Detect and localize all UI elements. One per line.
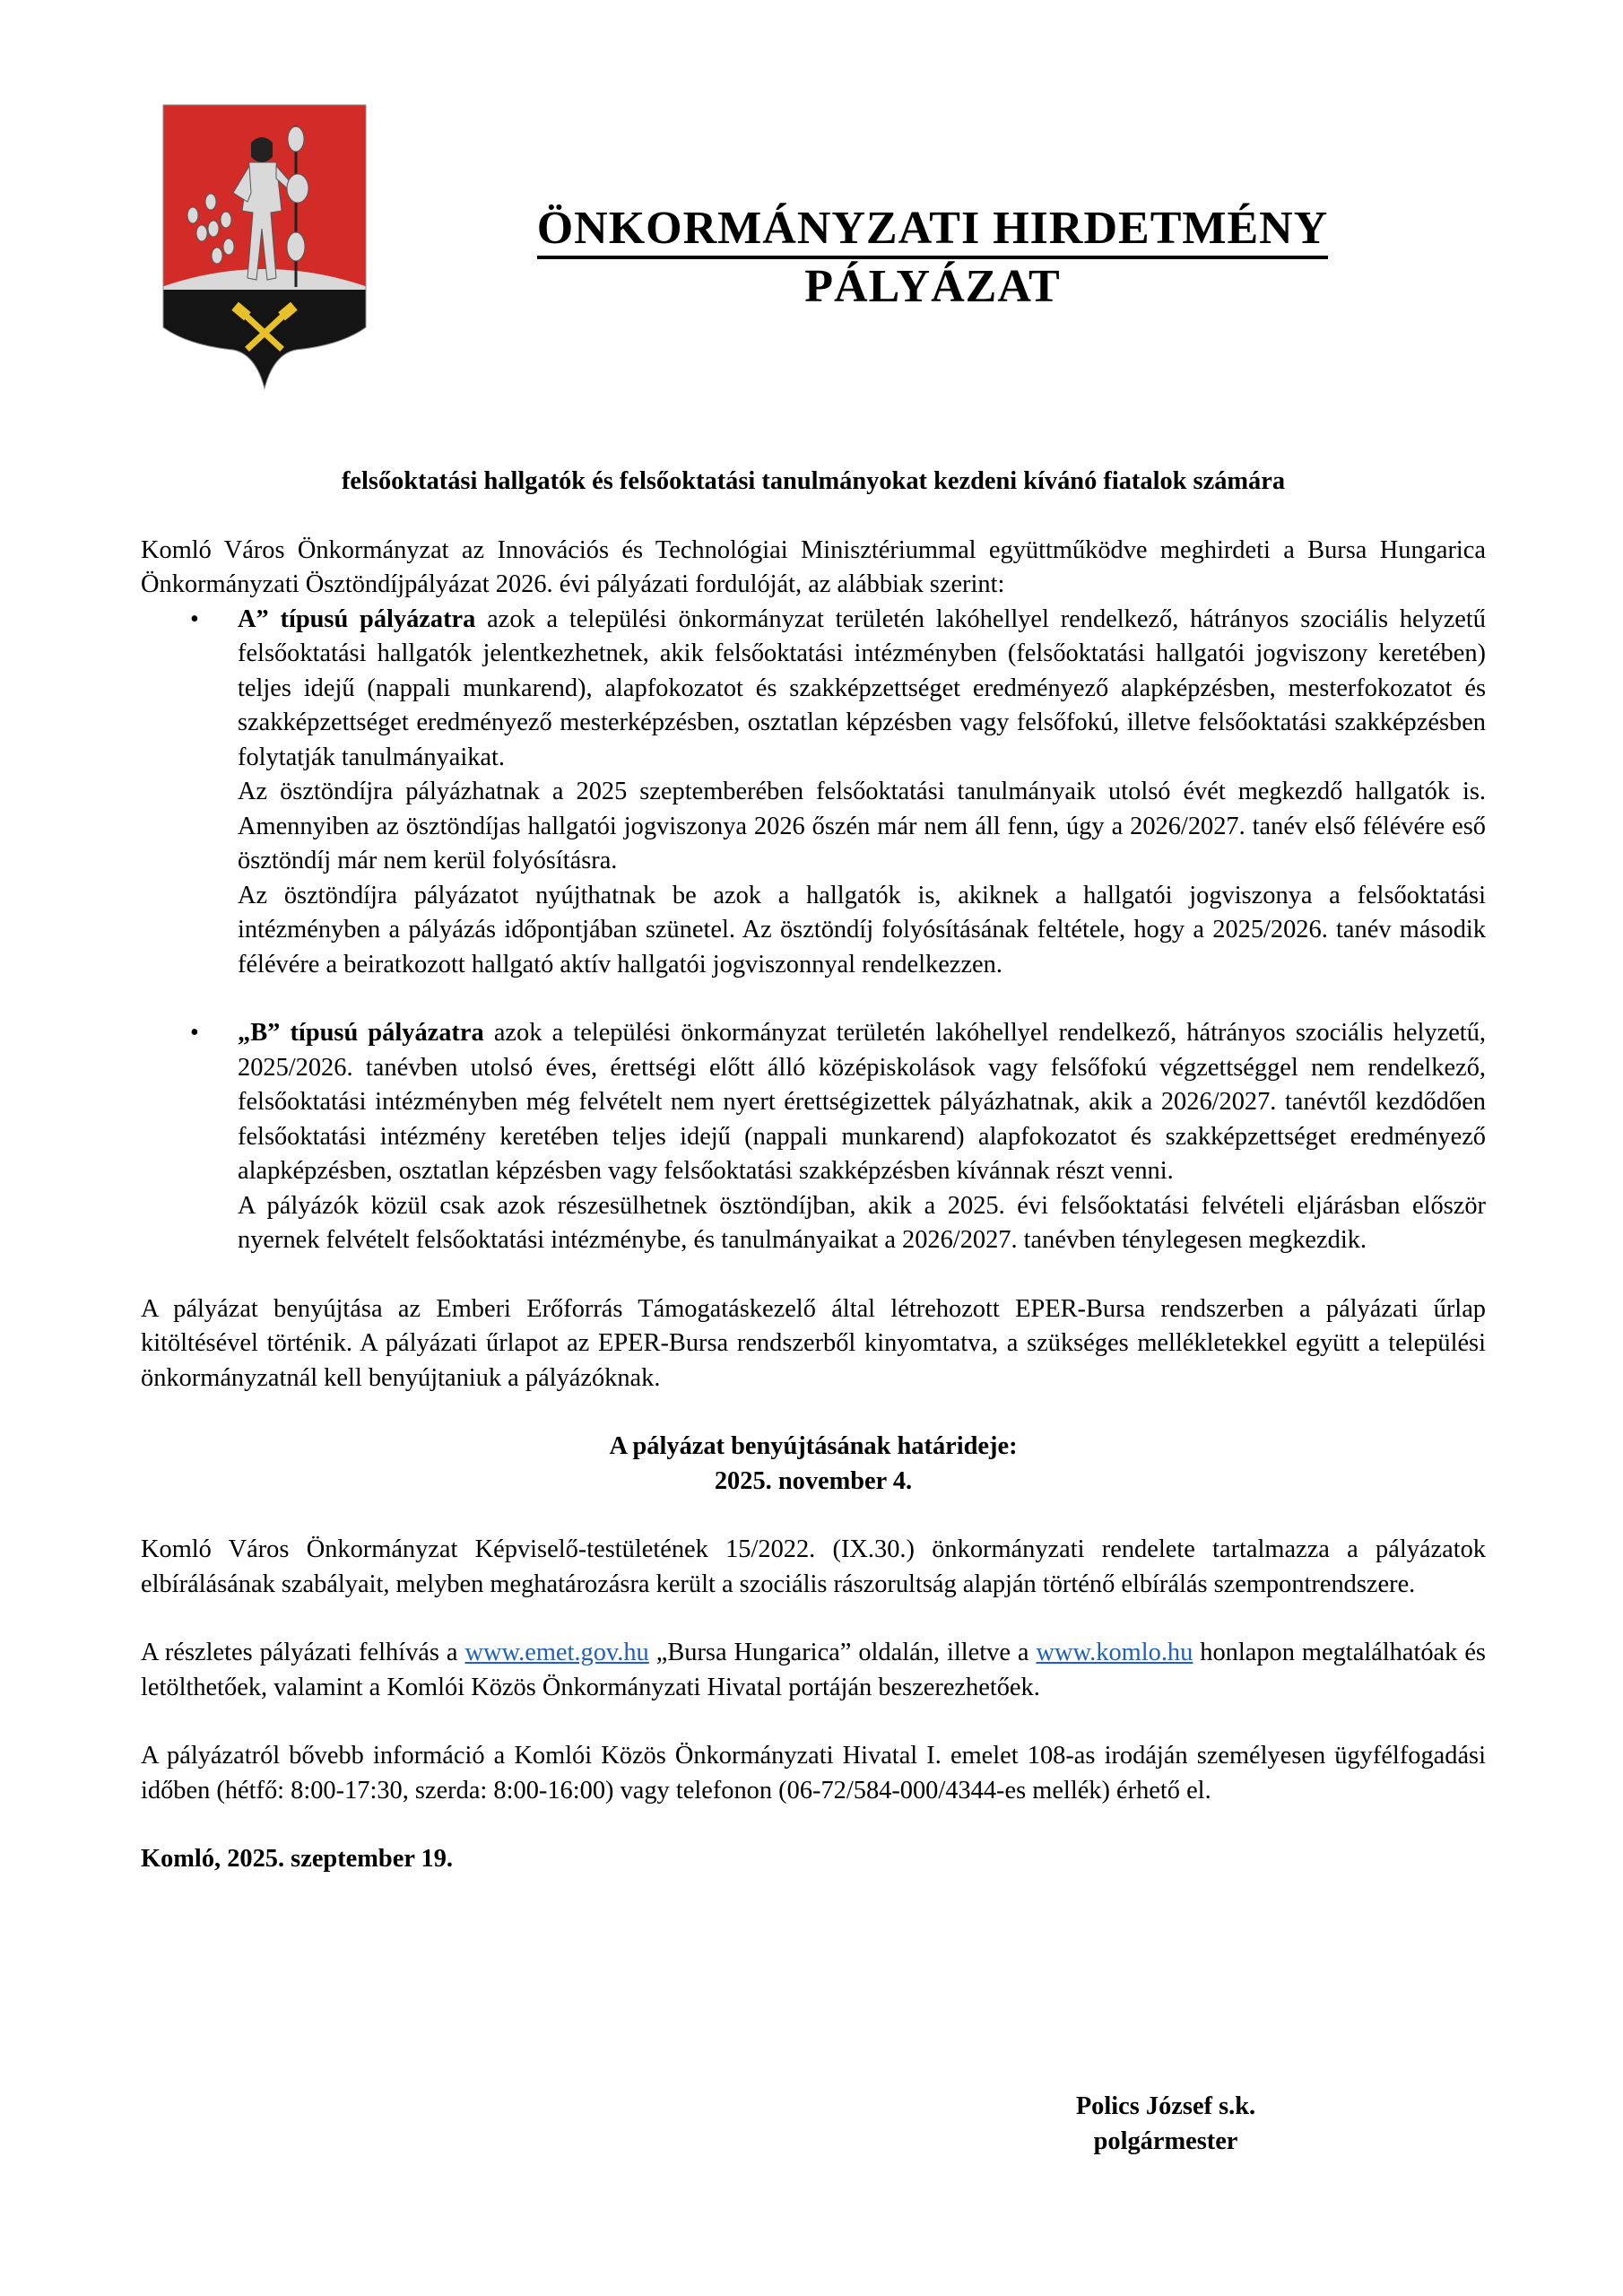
type-a-label: A” típusú pályázatra bbox=[238, 604, 476, 633]
type-a-extra-2: Az ösztöndíjra pályázatot nyújthatnak be azok a hallgatók is, akiknek a hallgatói jogviszonya a felsőoktatási intézményben a pályázás időpontjában szünetel. Az ösztöndíj folyósításának feltétele, hogy a 2025/2026. tanév második félévére a beiratkozott hallgató aktív hallgatói jogviszonnyal rendelkezzen. bbox=[238, 881, 1486, 978]
details-text-3: honlapon megtalálhatóak és letölthetőek, valamint a Komlói Közös Önkormányzati Hivatal portáján beszerezhetőek. bbox=[141, 1639, 1486, 1701]
document-body bbox=[141, 465, 1486, 1877]
details-text-1: A részletes pályázati felhívás a bbox=[141, 1639, 465, 1666]
coat-of-arms-icon bbox=[161, 103, 368, 390]
type-b-extra-1: A pályázók közül csak azok részesülhetnek ösztöndíjban, akik a 2025. évi felsőoktatási felvételi eljárásban először nyernek felvételt felsőoktatási intézménybe, és tanulmányaikat a 2026/2027. tanévben ténylegesen megkezdik. bbox=[238, 1191, 1486, 1254]
list-item-type-a bbox=[141, 603, 1486, 983]
deadline-date: 2025. november 4. bbox=[714, 1466, 913, 1495]
details-text-2: „Bursa Hungarica” oldalán, illetve a bbox=[648, 1639, 1037, 1666]
signer-title: polgármester bbox=[1093, 2126, 1238, 2155]
emet-link[interactable]: www.emet.gov.hu bbox=[464, 1639, 649, 1666]
application-types-list bbox=[141, 603, 1486, 1258]
target-audience-heading: felsőoktatási hallgatók és felsőoktatási tanulmányokat kezdeni kívánó fiatalok számára bbox=[341, 467, 1286, 495]
info-paragraph: A pályázatról bővebb információ a Komlói Közös Önkormányzati Hivatal I. emelet 108-as irodáján személyesen ügyfélfogadási időben (hétfő: 8:00-17:30, szerda: 8:00-16:00) vagy telefonon (06-72/584-000/4344-es mellék) érhető el. bbox=[141, 1742, 1486, 1805]
regulation-paragraph: Komló Város Önkormányzat Képviselő-testületének 15/2022. (IX.30.) önkormányzati rendelete tartalmazza a pályázatok elbírálásának szabályait, melyben meghatározásra került a szociális rászorultság alapján történő elbírálás szempontrendszere. bbox=[141, 1535, 1486, 1598]
deadline-block bbox=[141, 1430, 1486, 1499]
deadline-label: A pályázat benyújtásának határideje: bbox=[609, 1432, 1018, 1460]
place-date: Komló, 2025. szeptember 19. bbox=[141, 1845, 453, 1873]
submission-paragraph: A pályázat benyújtása az Emberi Erőforrás Támogatáskezelő által létrehozott EPER-Bursa rendszerben a pályázati űrlap kitöltésével történik. A pályázati űrlapot az EPER-Bursa rendszerből kinyomtatva, a szükséges mellékletekkel együtt a települési önkormányzatnál kell benyújtaniuk a pályázóknak. bbox=[141, 1294, 1486, 1392]
type-a-extra-1: Az ösztöndíjra pályázhatnak a 2025 szeptemberében felsőoktatási tanulmányaik utolsó évét megkezdő hallgatók is. Amennyiben az ösztöndíjas hallgatói jogviszonya 2026 őszén már nem áll fenn, úgy a 2026/2027. tanév első félévére eső ösztöndíj már nem kerül folyósításra. bbox=[238, 778, 1486, 874]
type-b-label: „B” típusú pályázatra bbox=[238, 1019, 484, 1047]
list-item-type-b bbox=[141, 1016, 1486, 1258]
page-subtitle: PÁLYÁZAT bbox=[804, 261, 1061, 312]
type-a-text: azok a települési önkormányzat területén lakóhellyel rendelkező, hátrányos szociális helyzetű felsőoktatási hallgatók jelentkezhetnek, akik felsőoktatási intézményben (felsőoktatási hallgatói jogviszony keretében) teljes idejű (nappali munkarend), alapfokozatot és szakképzettséget eredményező alapképzésben, mesterfokozatot és szakképzettséget eredményező mesterképzésben, osztatlan képzésben vagy felsőfokú, illetve felsőoktatási szakképzésben folytatják tanulmányaikat. bbox=[238, 604, 1486, 771]
signature-block bbox=[986, 2090, 1345, 2159]
intro-paragraph: Komló Város Önkormányzat az Innovációs és Technológiai Minisztériummal együttműködve meghirdeti a Bursa Hungarica Önkormányzati Ösztöndíjpályázat 2026. évi pályázati fordulóját, az alábbiak szerint: bbox=[141, 535, 1486, 598]
details-paragraph bbox=[141, 1636, 1486, 1705]
type-b-text: azok a települési önkormányzat területén lakóhellyel rendelkező, hátrányos szociális helyzetű, 2025/2026. tanévben utolsó éves, érettségi előtt álló középiskolások vagy felsőfokú végzettséggel nem rendelkező, felsőoktatási intézményben még felvételt nem nyert érettségizettek pályázhatnak, akik a 2026/2027. tanévtől kezdődően felsőoktatási intézmény keretében teljes idejű (nappali munkarend) alapfokozatot és szakképzettséget eredményező alapképzésben, osztatlan képzésben vagy felsőoktatási szakképzésben kívánnak részt venni. bbox=[238, 1019, 1486, 1185]
bullet-icon: • bbox=[190, 1019, 199, 1047]
header bbox=[421, 202, 1444, 315]
signer-name: Polics József s.k. bbox=[1075, 2092, 1256, 2120]
bullet-icon: • bbox=[190, 604, 199, 633]
page-title: ÖNKORMÁNYZATI HIRDETMÉNY bbox=[537, 202, 1329, 259]
komlo-link[interactable]: www.komlo.hu bbox=[1036, 1639, 1193, 1666]
